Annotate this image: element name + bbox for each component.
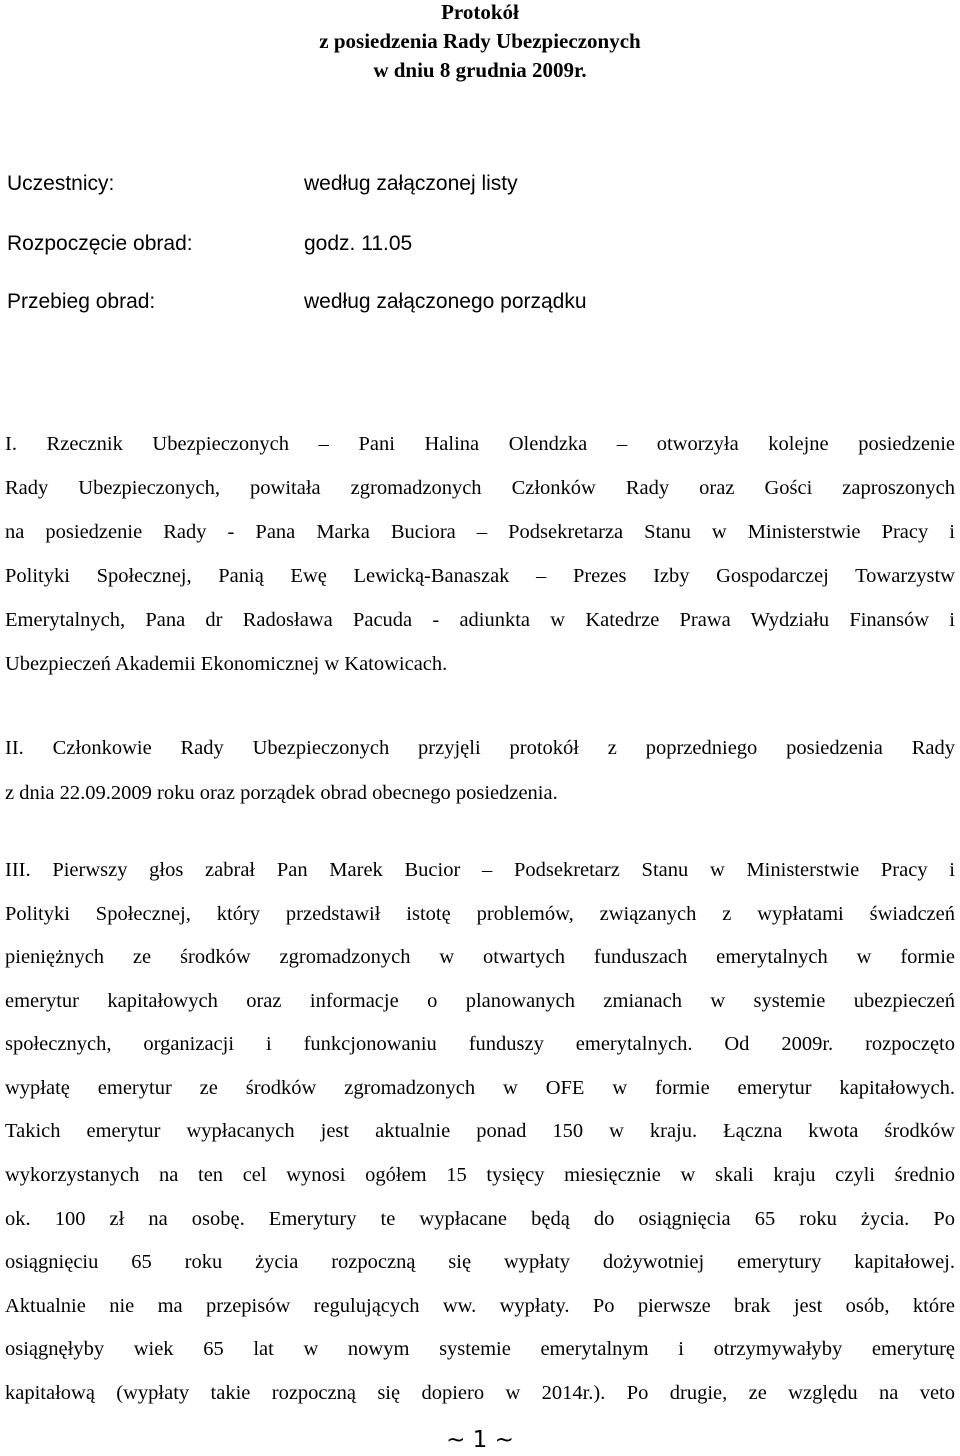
document-title bbox=[0, 0, 960, 85]
title-line-2: z posiedzenia Rady Ubezpieczonych bbox=[319, 29, 641, 53]
section-3-line: Polityki Społecznej, który przedstawił istotę problemów, związanych z wypłatami świadczeń bbox=[5, 903, 955, 925]
meta-value-participants: według załączonej listy bbox=[304, 172, 518, 195]
section-3-line: społecznych, organizacji i funkcjonowaniu funduszy emerytalnych. Od 2009r. rozpoczęto bbox=[5, 1033, 955, 1055]
section-3-line: wypłatę emerytur ze środków zgromadzonych w OFE w formie emerytur kapitałowych. bbox=[5, 1077, 955, 1099]
section-2-line: z dnia 22.09.2009 roku oraz porządek obrad obecnego posiedzenia. bbox=[5, 782, 558, 804]
section-1-line: na posiedzenie Rady - Pana Marka Buciora – Podsekretarza Stanu w Ministerstwie Pracy i bbox=[5, 521, 955, 543]
section-3-line: ok. 100 zł na osobę. Emerytury te wypłacane będą do osiągnięcia 65 roku życia. Po bbox=[5, 1208, 955, 1230]
section-1-line: Emerytalnych, Pana dr Radosława Pacuda - adiunkta w Katedrze Prawa Wydziału Finansów i bbox=[5, 609, 955, 631]
section-3-line: pieniężnych ze środków zgromadzonych w otwartych funduszach emerytalnych w formie bbox=[5, 946, 955, 968]
section-3-line: Aktualnie nie ma przepisów regulujących ww. wypłaty. Po pierwsze brak jest osób, które bbox=[5, 1295, 955, 1317]
section-3-line: emerytur kapitałowych oraz informacje o planowanych zmianach w systemie ubezpieczeń bbox=[5, 990, 955, 1012]
section-1-line: Polityki Społecznej, Panią Ewę Lewicką-Banaszak – Prezes Izby Gospodarczej Towarzystw bbox=[5, 565, 955, 587]
section-3-line: kapitałową (wypłaty takie rozpoczną się dopiero w 2014r.). Po drugie, ze względu na veto bbox=[5, 1382, 955, 1404]
title-line-1: Protokół bbox=[441, 0, 519, 24]
section-3-line: wykorzystanych na ten cel wynosi ogółem 15 tysięcy miesięcznie w skali kraju czyli średnio bbox=[5, 1164, 955, 1186]
section-3-line: Takich emerytur wypłacanych jest aktualnie ponad 150 w kraju. Łączna kwota środków bbox=[5, 1120, 955, 1142]
title-line-3: w dniu 8 grudnia 2009r. bbox=[373, 58, 587, 82]
section-3-line: III. Pierwszy głos zabrał Pan Marek Bucior – Podsekretarz Stanu w Ministerstwie Pracy i bbox=[5, 859, 955, 881]
meta-label-start: Rozpoczęcie obrad: bbox=[7, 232, 193, 255]
meta-value-start: godz. 11.05 bbox=[304, 232, 413, 255]
page-number: ~ 1 ~ bbox=[446, 1427, 514, 1453]
section-2-line: II. Członkowie Rady Ubezpieczonych przyjęli protokół z poprzedniego posiedzenia Rady bbox=[5, 737, 955, 759]
section-1-line: Rady Ubezpieczonych, powitała zgromadzonych Członków Rady oraz Gości zaproszonych bbox=[5, 477, 955, 499]
section-1-line: Ubezpieczeń Akademii Ekonomicznej w Katowicach. bbox=[5, 653, 448, 675]
meta-value-agenda: według załączonego porządku bbox=[304, 290, 587, 313]
section-3-line: osiągnięciu 65 roku życia rozpoczną się wypłaty dożywotniej emerytury kapitałowej. bbox=[5, 1251, 955, 1273]
section-3-line: osiągnęłyby wiek 65 lat w nowym systemie emerytalnym i otrzymywałyby emeryturę bbox=[5, 1338, 955, 1360]
section-1-line: I. Rzecznik Ubezpieczonych – Pani Halina Olendzka – otworzyła kolejne posiedzenie bbox=[5, 433, 955, 455]
meta-label-agenda: Przebieg obrad: bbox=[7, 290, 156, 313]
meta-label-participants: Uczestnicy: bbox=[7, 172, 115, 195]
